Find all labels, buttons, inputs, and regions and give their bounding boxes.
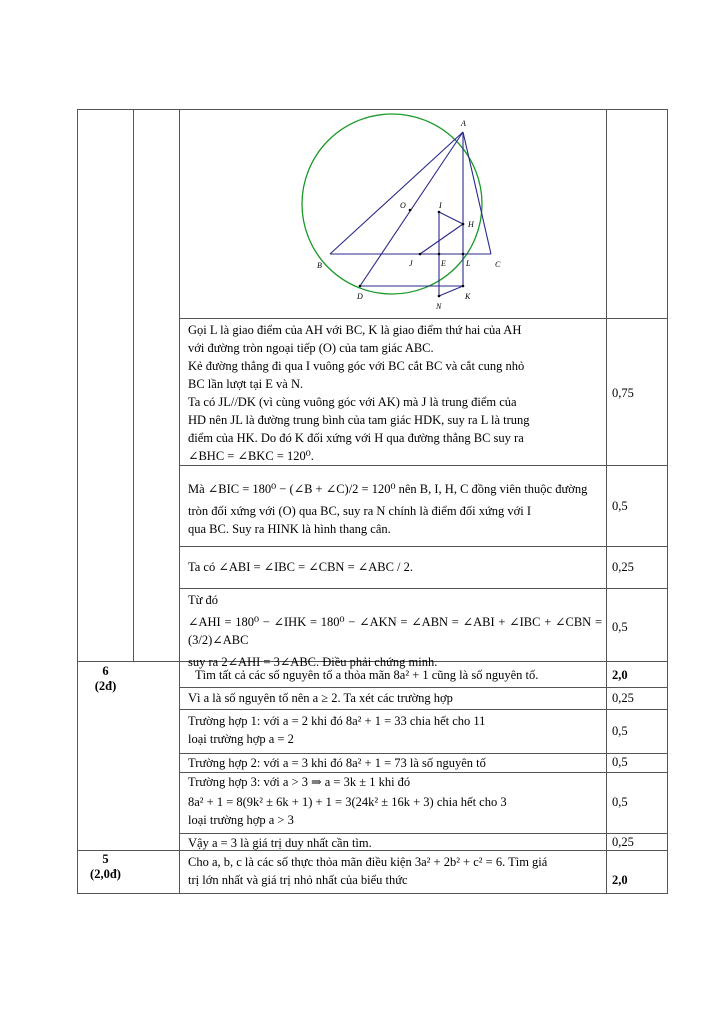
q6-score-5: 0,25 — [612, 835, 634, 849]
q5-total-score: 2,0 — [612, 873, 628, 887]
q6-conclusion — [188, 834, 602, 852]
row-divider — [179, 588, 668, 589]
solution-step-1 — [188, 321, 602, 465]
text-line: Trường hợp 1: với a = 2 khi đó 8a² + 1 = 33 chia hết cho 11 — [188, 714, 486, 728]
row-divider — [179, 687, 668, 688]
text-line: qua BC. Suy ra HINK là hình thang cân. — [188, 522, 391, 536]
label-C: C — [495, 260, 501, 269]
circumcircle — [302, 114, 482, 294]
text-line: Tìm tất cả các số nguyên tố a thỏa mãn 8a² + 1 cũng là số nguyên tố. — [195, 668, 539, 682]
text-line: trị lớn nhất và giá trị nhỏ nhất của biểu thức — [188, 873, 408, 887]
question-points: (2,0đ) — [90, 867, 121, 881]
q6-score-4: 0,5 — [612, 795, 628, 809]
q6-step-4 — [188, 773, 602, 829]
segment-AB — [330, 132, 463, 254]
text-line: HD nên JL là đường trung bình của tam giác HDK, suy ra L là trung — [188, 413, 530, 427]
q6-step-2 — [188, 712, 602, 748]
text-line: Kẻ đường thẳng đi qua I vuông góc với BC cắt BC và cắt cung nhỏ — [188, 359, 525, 373]
label-J: J — [409, 259, 413, 268]
q6-total-score: 2,0 — [612, 668, 628, 682]
solution-step-2 — [188, 480, 602, 538]
q6-score-1: 0,25 — [612, 691, 634, 705]
text-line: BC lần lượt tại E và N. — [188, 377, 304, 391]
geometry-figure — [300, 112, 520, 317]
text-line: điểm của HK. Do đó K đối xứng với H qua đường thẳng BC suy ra — [188, 431, 524, 445]
text-line: Từ đó — [188, 593, 219, 607]
text-line: ∠BHC = ∠BKC = 120⁰. — [188, 449, 314, 463]
label-D: D — [357, 292, 363, 301]
text-line: tròn đối xứng với (O) qua BC, suy ra N chính là điểm đối xứng với I — [188, 504, 532, 518]
col-divider-1 — [133, 109, 134, 661]
text-line: suy ra 2∠AHI = 3∠ABC. Điều phải chứng minh. — [188, 655, 438, 669]
label-N: N — [436, 302, 442, 311]
score-step-2: 0,5 — [612, 499, 628, 513]
label-A: A — [461, 119, 466, 128]
score-step-4: 0,5 — [612, 620, 628, 634]
text-line: Gọi L là giao điểm của AH với BC, K là giao điểm thứ hai của AH — [188, 323, 522, 337]
text-line: Cho a, b, c là các số thực thỏa mãn điều kiện 3a² + 2b² + c² = 6. Tìm giá — [188, 855, 548, 869]
label-H: H — [468, 220, 474, 229]
row-divider — [179, 546, 668, 547]
label-L: L — [466, 259, 471, 268]
text-line: loại trường hợp a > 3 — [188, 813, 294, 827]
q6-step-3 — [188, 754, 602, 772]
label-E: E — [441, 259, 446, 268]
q6-score-2: 0,5 — [612, 724, 628, 738]
table-border-top — [77, 109, 668, 110]
score-step-1: 0,75 — [612, 386, 634, 400]
label-I: I — [439, 201, 442, 210]
q6-statement — [195, 666, 609, 684]
text-line: Vậy a = 3 là giá trị duy nhất cần tìm. — [188, 836, 372, 850]
label-K: K — [465, 292, 471, 301]
label-B: B — [317, 261, 322, 270]
question-number: 6 — [102, 664, 109, 678]
row-divider — [179, 709, 668, 710]
col-divider-3 — [606, 109, 607, 894]
row-divider — [179, 318, 668, 319]
table-border-left — [77, 109, 78, 894]
text-line: Trường hợp 3: với a > 3 ⇒ a = 3k ± 1 khi đó — [188, 775, 411, 789]
q6-step-1 — [188, 689, 602, 707]
question-6-number — [78, 664, 133, 694]
segment-AC — [463, 132, 491, 254]
segment-IH — [439, 212, 463, 224]
question-number: 5 — [102, 852, 109, 866]
score-step-3: 0,25 — [612, 560, 634, 574]
text-line: ∠AHI = 180⁰ − ∠IHK = 180⁰ − ∠AKN = ∠ABN = ∠ABI + ∠IBC + ∠CBN = (3/2)∠ABC — [188, 615, 602, 647]
text-line: Ta có ∠ABI = ∠IBC = ∠CBN = ∠ABC / 2. — [188, 560, 414, 574]
question-5-number — [78, 852, 133, 882]
table-border-right — [667, 109, 668, 894]
text-line: với đường tròn ngoại tiếp (O) của tam giác ABC. — [188, 341, 434, 355]
q5-statement — [188, 853, 602, 889]
label-O: O — [400, 201, 406, 210]
question-points: (2đ) — [94, 679, 117, 693]
solution-step-4 — [188, 591, 602, 671]
col-divider-2 — [179, 109, 180, 894]
text-line: Vì a là số nguyên tố nên a ≥ 2. Ta xét các trường hợp — [188, 691, 453, 705]
table-border-bottom — [77, 893, 668, 894]
segment-NK — [439, 286, 463, 296]
segment-HJ — [420, 224, 463, 254]
text-line: 8a² + 1 = 8(9k² ± 6k + 1) + 1 = 3(24k² ± 16k + 3) chia hết cho 3 — [188, 795, 507, 809]
solution-step-3 — [188, 558, 602, 576]
text-line: Trường hợp 2: với a = 3 khi đó 8a² + 1 = 73 là số nguyên tố — [188, 756, 486, 770]
q6-score-3: 0,5 — [612, 755, 628, 769]
row-divider — [179, 465, 668, 466]
text-line: Mà ∠BIC = 180⁰ − (∠B + ∠C)/2 = 120⁰ nên B, I, H, C đồng viên thuộc đường — [188, 482, 588, 496]
text-line: Ta có JL//DK (vì cùng vuông góc với AK) mà J là trung điểm của — [188, 395, 517, 409]
text-line: loại trường hợp a = 2 — [188, 732, 294, 746]
